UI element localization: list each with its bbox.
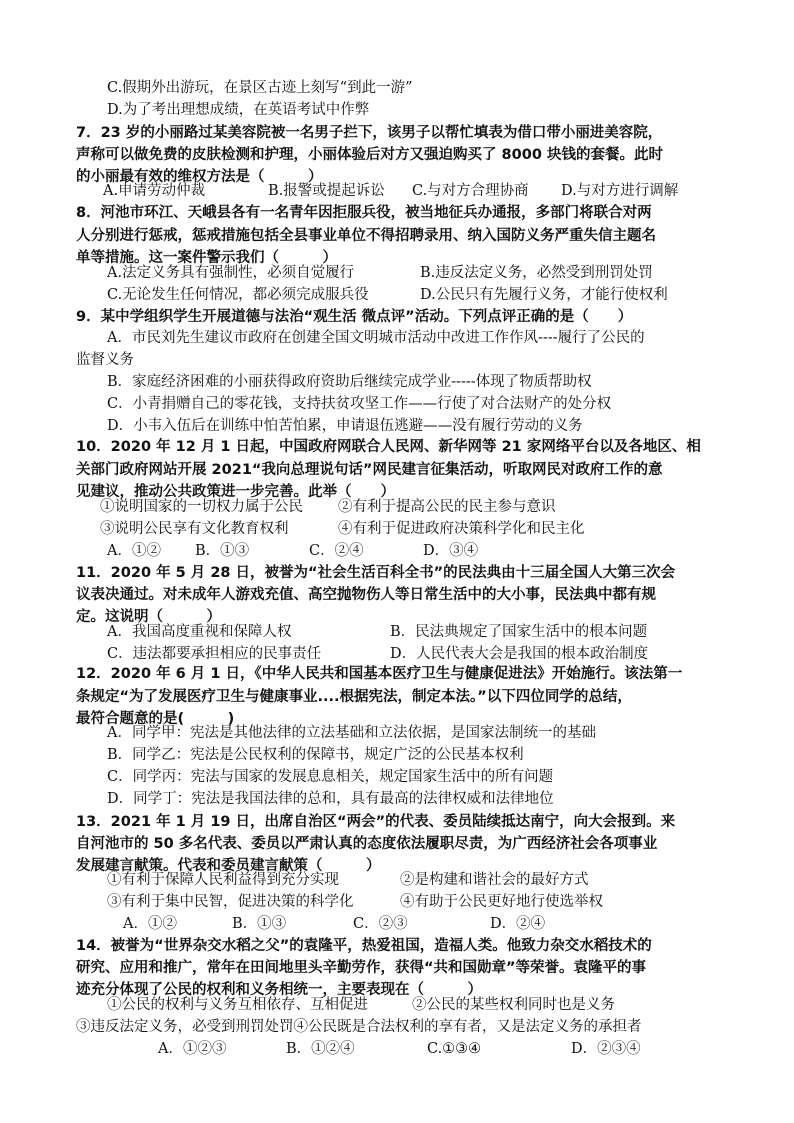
q6-option-c: C.假期外出游玩，在景区古迹上刻写“到此一游” bbox=[107, 80, 413, 96]
q8-stem-line-3: 单等措施。这一案件警示我们（ ） bbox=[76, 250, 337, 266]
q12-option-b: B．同学乙：宪法是公民权利的保障书，规定广泛的公民基本权利 bbox=[107, 747, 524, 763]
q11-stem-line-1: 11．2020 年 5 月 28 日，被誉为“社会生活百科全书”的民法典由十三届全国人大第三次会 bbox=[76, 565, 676, 581]
q11-stem-line-3: 定。这说明（ ） bbox=[76, 609, 221, 625]
q10-option-c: C．②④ bbox=[309, 543, 364, 559]
q13-option-b: B．①③ bbox=[232, 916, 287, 932]
q7-stem-line-3: 的小丽最有效的维权方法是（ ） bbox=[76, 169, 323, 185]
q13-option-a: A．①② bbox=[123, 916, 177, 932]
q9-option-a: A．市民刘先生建议市政府在创建全国文明城市活动中改进工作作风----履行了公民的 bbox=[107, 330, 645, 346]
q14-option-c: C.①③④ bbox=[427, 1041, 482, 1057]
q13-item-3: ③有利于集中民智，促进决策的科学化 bbox=[107, 894, 354, 910]
q9-option-a-cont: 监督义务 bbox=[76, 352, 134, 368]
q8-option-a: A.法定义务具有强制性，必须自觉履行 bbox=[107, 265, 355, 281]
q14-option-d: D．②③④ bbox=[571, 1041, 641, 1057]
q10-stem-line-3: 见建议，推动公共政策进一步完善。此举（ ） bbox=[76, 484, 395, 500]
q14-item-3-4: ③违反法定义务，必受到刑罚处罚④公民既是合法权利的享有者，又是法定义务的承担者 bbox=[76, 1019, 642, 1035]
q10-option-a: A．①② bbox=[107, 543, 161, 559]
q7-stem-line-2: 声称可以做免费的皮肤检测和护理，小丽体验后对方又强迫购买了 8000 块钱的套餐。此时 bbox=[76, 147, 663, 163]
q10-item-3: ③说明公民享有文化教育权利 bbox=[100, 521, 289, 537]
q12-option-a: A．同学甲：宪法是其他法律的立法基础和立法依据，是国家法制统一的基础 bbox=[107, 725, 596, 741]
q7-option-c: C.与对方合理协商 bbox=[412, 183, 529, 199]
q10-option-b: B．①③ bbox=[195, 543, 250, 559]
q13-stem-line-2: 自河池市的 50 多名代表、委员以严肃认真的态度依法履职尽责，为广西经济社会各项事业 bbox=[76, 836, 658, 852]
q10-stem-line-2: 关部门政府网站开展 2021“我向总理说句话”网民建言征集活动，听取网民对政府工作的意 bbox=[76, 462, 663, 478]
q9-stem: 9．某中学组织学生开展道德与法治“观生活 微点评”活动。下列点评正确的是（ ） bbox=[76, 309, 633, 325]
q10-option-d: D．③④ bbox=[423, 543, 479, 559]
q13-stem-line-1: 13．2021 年 1 月 19 日，出席自治区“两会”的代表、委员陆续抵达南宁，向大会报到。来 bbox=[76, 814, 676, 830]
q9-option-c: C．小青捐赠自己的零花钱，支持扶贫攻坚工作——行使了对合法财产的处分权 bbox=[107, 396, 612, 412]
q12-option-d: D．同学丁：宪法是我国法律的总和，具有最高的法律权威和法律地位 bbox=[107, 791, 554, 807]
q8-option-c: C.无论发生任何情况，都必须完成服兵役 bbox=[107, 287, 369, 303]
q14-stem-line-2: 研究、应用和推广，常年在田间地里头辛勤劳作，获得“共和国勋章”等荣誉。袁隆平的事 bbox=[76, 960, 647, 976]
q13-item-1: ①有利于保障人民利益得到充分实现 bbox=[107, 872, 339, 888]
q8-option-b: B.违反法定义务，必然受到刑罚处罚 bbox=[420, 265, 653, 281]
q11-option-d: D．人民代表大会是我国的根本政治制度 bbox=[390, 646, 649, 662]
q14-stem-line-1: 14．被誉为“世界杂交水稻之父”的袁隆平，热爱祖国，造福人类。他致力杂交水稻技术的 bbox=[76, 938, 652, 954]
q8-stem-line-1: 8．河池市环江、天峨县各有一名青年因拒服兵役，被当地征兵办通报，多部门将联合对两 bbox=[76, 205, 652, 221]
q6-option-d: D.为了考出理想成绩，在英语考试中作弊 bbox=[107, 102, 370, 118]
q9-option-d: D．小韦入伍后在训练中怕苦怕累，申请退伍逃避——没有履行劳动的义务 bbox=[107, 418, 583, 434]
q13-item-2: ②是构建和谐社会的最好方式 bbox=[400, 872, 589, 888]
q13-option-c: C．②③ bbox=[353, 916, 408, 932]
q12-stem-line-1: 12．2020 年 6 月 1 日，《中华人民共和国基本医疗卫生与健康促进法》开始施行。该法第一 bbox=[76, 666, 683, 682]
q9-option-b: B．家庭经济困难的小丽获得政府资助后继续完成学业-----体现了物质帮助权 bbox=[107, 374, 592, 390]
q13-item-4: ④有助于公民更好地行使选举权 bbox=[400, 894, 603, 910]
q13-stem-line-3: 发展建言献策。代表和委员建言献策（ ） bbox=[76, 858, 381, 874]
q11-stem-line-2: 议表决通过。对未成年人游戏充值、高空抛物伤人等日常生活中的大小事，民法典中都有规 bbox=[76, 587, 656, 603]
q10-item-1: ①说明国家的一切权力属于公民 bbox=[100, 499, 303, 515]
q7-option-b: B.报警或提起诉讼 bbox=[268, 183, 385, 199]
q11-option-c: C．违法都要承担相应的民事责任 bbox=[107, 646, 322, 662]
q14-option-a: A．①②③ bbox=[158, 1041, 227, 1057]
q7-option-d: D.与对方进行调解 bbox=[561, 183, 679, 199]
q10-item-4: ④有利于促进政府决策科学化和民主化 bbox=[338, 521, 585, 537]
q10-stem-line-1: 10．2020 年 12 月 1 日起，中国政府网联合人民网、新华网等 21 家网络平台以及各地区、相 bbox=[76, 439, 701, 455]
q7-stem-line-1: 7．23 岁的小丽路过某美容院被一名男子拦下，该男子以帮忙填表为借口带小丽进美容院， bbox=[76, 125, 663, 141]
q14-item-1: ①公民的权利与义务互相依存、互相促进 bbox=[107, 997, 368, 1013]
q14-stem-line-3: 迹充分体现了公民的权利和义务相统一，主要表现在（ ） bbox=[76, 982, 482, 998]
q14-option-b: B．①②④ bbox=[286, 1041, 355, 1057]
q10-item-2: ②有利于提高公民的民主参与意识 bbox=[338, 499, 556, 515]
q11-option-b: B．民法典规定了国家生活中的根本问题 bbox=[390, 624, 648, 640]
q8-option-d: D.公民只有先履行义务，才能行使权利 bbox=[420, 287, 668, 303]
q12-stem-line-2: 条规定“为了发展医疗卫生与健康事业....根据宪法，制定本法。”以下四位同学的总结， bbox=[76, 689, 632, 705]
q8-stem-line-2: 人分别进行惩戒，惩戒措施包括全县事业单位不得招聘录用、纳入国防义务严重失信主题名 bbox=[76, 228, 656, 244]
q14-item-2: ②公民的某些权利同时也是义务 bbox=[412, 997, 615, 1013]
q13-option-d: D．②④ bbox=[490, 916, 546, 932]
q7-option-a: A.申请劳动仲裁 bbox=[103, 183, 206, 199]
q12-option-c: C．同学丙：宪法与国家的发展息息相关，规定国家生活中的所有问题 bbox=[107, 769, 554, 785]
q12-stem-line-3: 最符合题意的是( ) bbox=[76, 711, 235, 727]
q11-option-a: A．我国高度重视和保障人权 bbox=[107, 624, 292, 640]
